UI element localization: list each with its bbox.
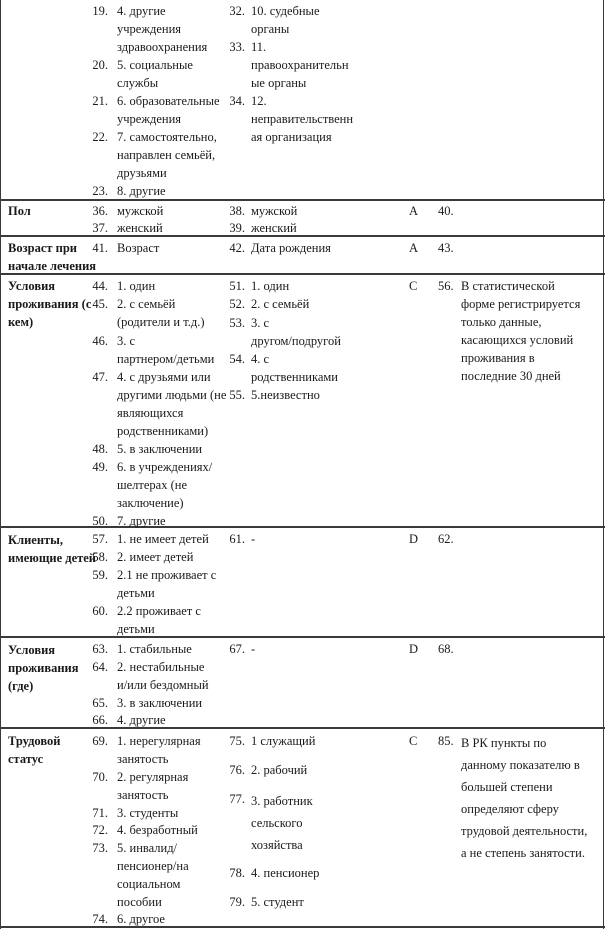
item-text: 2. рабочий — [251, 763, 308, 777]
item-number: 52. — [229, 297, 245, 311]
item-number: 77. — [229, 792, 245, 806]
item-number: 19. — [92, 4, 108, 18]
item-text: - — [251, 642, 256, 656]
item-number: 78. — [229, 866, 245, 880]
item-text: Дата рождения — [251, 241, 331, 255]
item-text: - — [251, 532, 256, 546]
item-number: 66. — [92, 713, 108, 727]
item-text: 2. имеет детей — [117, 550, 194, 564]
item-text: 3. студенты — [117, 806, 179, 820]
item-text: 5. социальные службы — [117, 58, 193, 90]
item-number: 53. — [229, 316, 245, 330]
item-number: 50. — [92, 514, 108, 528]
item-number: 36. — [92, 204, 108, 218]
item-number: 23. — [92, 184, 108, 198]
item-number: 54. — [229, 352, 245, 366]
row-label: Условия проживания (где) — [8, 643, 79, 693]
item-text: 1. нерегулярная занятость — [117, 734, 201, 766]
item-number: 79. — [229, 895, 245, 909]
code-number: 43. — [438, 241, 454, 255]
item-text: 7. самостоятельно, направлен семьёй, друзьями — [117, 130, 217, 180]
type-code: A — [409, 241, 419, 255]
item-text: 1. один — [251, 279, 290, 293]
row-label: Возраст при начале лечения — [8, 241, 97, 273]
item-number: 57. — [92, 532, 108, 546]
item-text: 1 служащий — [251, 734, 316, 748]
code-number: 68. — [438, 642, 454, 656]
item-text: 2. с семьёй (родители и т.д.) — [117, 297, 205, 329]
code-number: 85. — [438, 734, 454, 748]
item-text: 1. стабильные — [117, 642, 192, 656]
row-label: Трудовой статус — [8, 734, 61, 766]
item-number: 44. — [92, 279, 108, 293]
item-text: 2. нестабильные и/или бездомный — [117, 660, 209, 692]
row-label: Клиенты, имеющие детей — [8, 533, 97, 565]
item-text: 3. работник сельского хозяйства — [251, 794, 313, 852]
item-number: 73. — [92, 841, 108, 855]
item-number: 71. — [92, 806, 108, 820]
item-number: 48. — [92, 442, 108, 456]
item-number: 41. — [92, 241, 108, 255]
item-number: 51. — [229, 279, 245, 293]
item-text: 5. инвалид/ пенсионер/на социальном пособии — [117, 841, 189, 909]
item-text: 6. образовательные учреждения — [117, 94, 220, 126]
item-text: 4. другие учреждения здравоохранения — [117, 4, 208, 54]
item-text: 7. другие — [117, 514, 166, 528]
item-number: 70. — [92, 770, 108, 784]
item-number: 72. — [92, 823, 108, 837]
item-number: 74. — [92, 912, 108, 926]
item-number: 61. — [229, 532, 245, 546]
item-text: 6. другое — [117, 912, 165, 926]
item-text: 4. пенсионер — [251, 866, 320, 880]
item-number: 59. — [92, 568, 108, 582]
table-border-left — [0, 0, 1, 929]
item-text: 2.1 не проживает с детьми — [117, 568, 217, 600]
item-text: 2. регулярная занятость — [117, 770, 189, 802]
row-note: В статистической форме регистрируется только данные, касающихся условий проживания в последние 30 дней — [461, 279, 581, 383]
item-text: 10. судебные органы — [251, 4, 320, 36]
code-number: 62. — [438, 532, 454, 546]
item-number: 60. — [92, 604, 108, 618]
item-text: 12. неправительственн ая организация — [251, 94, 354, 144]
item-number: 32. — [229, 4, 245, 18]
item-number: 33. — [229, 40, 245, 54]
item-number: 58. — [92, 550, 108, 564]
type-code: C — [409, 734, 418, 748]
item-text: женский — [251, 221, 297, 235]
item-number: 69. — [92, 734, 108, 748]
item-number: 64. — [92, 660, 108, 674]
item-number: 42. — [229, 241, 245, 255]
item-text: 4. с родственниками — [251, 352, 338, 384]
item-number: 65. — [92, 696, 108, 710]
item-text: 5. в заключении — [117, 442, 203, 456]
code-number: 40. — [438, 204, 454, 218]
item-text: 5.неизвестно — [251, 388, 320, 402]
item-text: 1. один — [117, 279, 156, 293]
item-text: 3. в заключении — [117, 696, 203, 710]
item-text: 5. студент — [251, 895, 304, 909]
item-text: мужской — [251, 204, 298, 218]
item-number: 20. — [92, 58, 108, 72]
item-text: 6. в учреждениях/ шелтерах (не заключение) — [117, 460, 213, 510]
item-text: 3. с партнером/детьми — [117, 334, 215, 366]
item-number: 45. — [92, 297, 108, 311]
item-text: 4. безработный — [117, 823, 198, 837]
item-number: 38. — [229, 204, 245, 218]
item-number: 46. — [92, 334, 108, 348]
item-text: Возраст — [117, 241, 160, 255]
row-label: Условия проживания (с кем) — [8, 279, 92, 329]
item-text: 3. с другом/подругой — [251, 316, 341, 348]
item-text: 4. другие — [117, 713, 166, 727]
row-separator — [0, 636, 605, 638]
item-text: 4. с друзьями или другими людьми (не являющихся родственниками) — [117, 370, 227, 438]
item-number: 49. — [92, 460, 108, 474]
item-text: 1. не имеет детей — [117, 532, 209, 546]
row-note: В РК пункты по данному показателю в большей степени определяют сферу трудовой деятельности, а не степень занятости. — [461, 736, 588, 860]
item-text: женский — [117, 221, 163, 235]
item-text: 8. другие — [117, 184, 166, 198]
item-text: 11. правоохранительн ые органы — [251, 40, 349, 90]
item-number: 63. — [92, 642, 108, 656]
item-number: 22. — [92, 130, 108, 144]
item-number: 76. — [229, 763, 245, 777]
code-number: 56. — [438, 279, 454, 293]
row-label: Пол — [8, 204, 31, 218]
item-number: 37. — [92, 221, 108, 235]
item-number: 39. — [229, 221, 245, 235]
item-number: 21. — [92, 94, 108, 108]
type-code: C — [409, 279, 418, 293]
type-code: D — [409, 642, 419, 656]
item-text: 2. с семьёй — [251, 297, 310, 311]
item-number: 55. — [229, 388, 245, 402]
item-text: мужской — [117, 204, 164, 218]
item-number: 47. — [92, 370, 108, 384]
item-number: 75. — [229, 734, 245, 748]
type-code: A — [409, 204, 419, 218]
type-code: D — [409, 532, 419, 546]
table-border-right — [603, 0, 604, 929]
item-number: 67. — [229, 642, 245, 656]
item-number: 34. — [229, 94, 245, 108]
item-text: 2.2 проживает с детьми — [117, 604, 201, 636]
